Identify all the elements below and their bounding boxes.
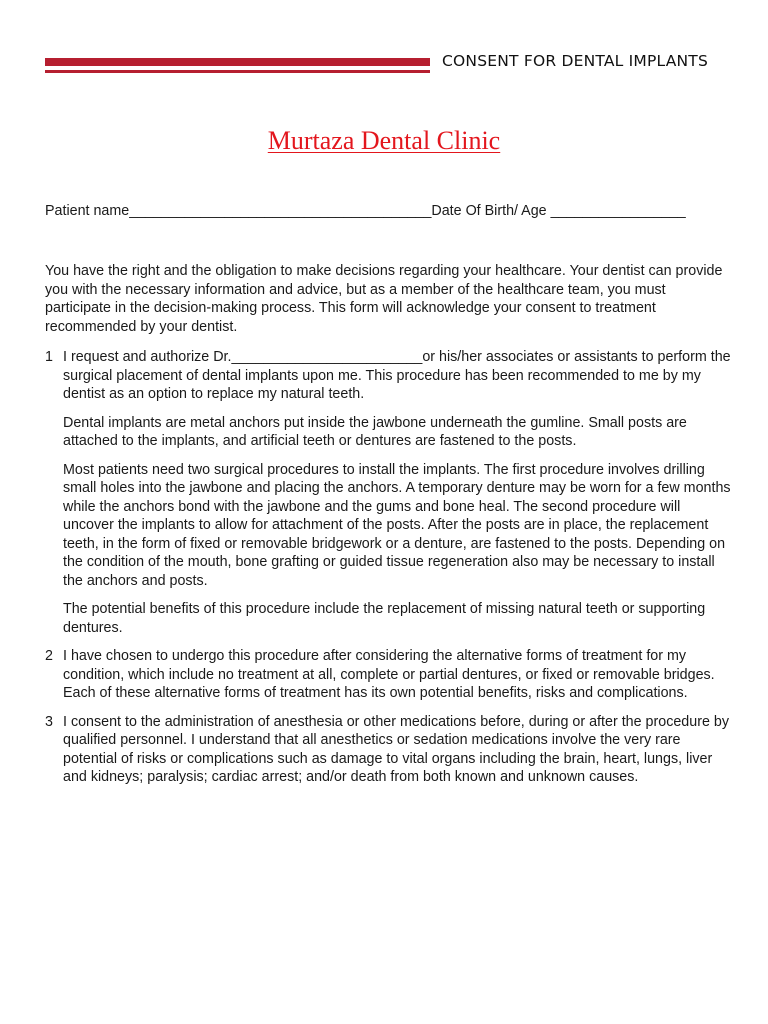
form-title: CONSENT FOR DENTAL IMPLANTS — [442, 52, 708, 70]
item-number: 3 — [45, 713, 53, 730]
item-paragraph: I consent to the administration of anesthesia or other medications before, during or after the procedure by qualified personnel. I understand that all anesthetics or sedation medications involve the very rare potential of risks or complications such as damage to vital organs including the brain, heart, lungs, liver and kidneys; paralysis; cardiac arrest; and/or death from both known and unknown causes. — [63, 713, 729, 785]
patient-info-line: Patient name______________________________________Date Of Birth/ Age _________________ — [45, 203, 686, 219]
item-number: 1 — [45, 349, 53, 365]
intro-paragraph: You have the right and the obligation to make decisions regarding your healthcare. Your dentist can provide you with the necessary information and advice, but as a member of the healthcare team, you must participate in the decision-making process. This form will acknowledge your consent to treatment recommended by your dentist. — [45, 263, 723, 335]
item-paragraph: I request and authorize Dr.________________________or his/her associates or assistants to perform the surgical placement of dental implants upon me. This procedure has been recommended to me by my dentist as an option to replace my natural teeth. — [63, 349, 731, 402]
item-paragraph: Most patients need two surgical procedures to install the implants. The first procedure involves drilling small holes into the jawbone and placing the anchors. A temporary denture may be worn for a few months while the anchors bond with the jawbone and the gums and bone heal. The second procedure will uncover the implants to allow for attachment of the posts. After the posts are in place, the replacement teeth, in the form of fixed or removable bridgework or a denture, are fastened to the posts. Depending on the condition of the mouth, bone grafting or guided tissue regeneration also may be necessary to install the anchors and posts. — [63, 461, 731, 589]
clinic-name: Murtaza Dental Clinic — [267, 126, 501, 155]
consent-item — [45, 348, 735, 637]
header-rule-thick — [45, 58, 430, 66]
item-paragraph: I have chosen to undergo this procedure after considering the alternative forms of treatment for my condition, which include no treatment at all, complete or partial dentures, or fixed or removable bridges. Each of these alternative forms of treatment has its own potential benefits, risks and complications. — [63, 648, 715, 701]
header-rule-thin — [45, 70, 430, 73]
item-paragraph: The potential benefits of this procedure include the replacement of missing natural teeth or supporting dentures. — [63, 601, 706, 636]
consent-item — [45, 647, 735, 703]
item-number: 2 — [45, 648, 53, 664]
consent-items-list — [45, 348, 735, 797]
item-paragraph: Dental implants are metal anchors put inside the jawbone underneath the gumline. Small posts are attached to the implants, and artificial teeth or dentures are fastened to the posts. — [63, 414, 687, 449]
consent-item — [45, 713, 735, 787]
